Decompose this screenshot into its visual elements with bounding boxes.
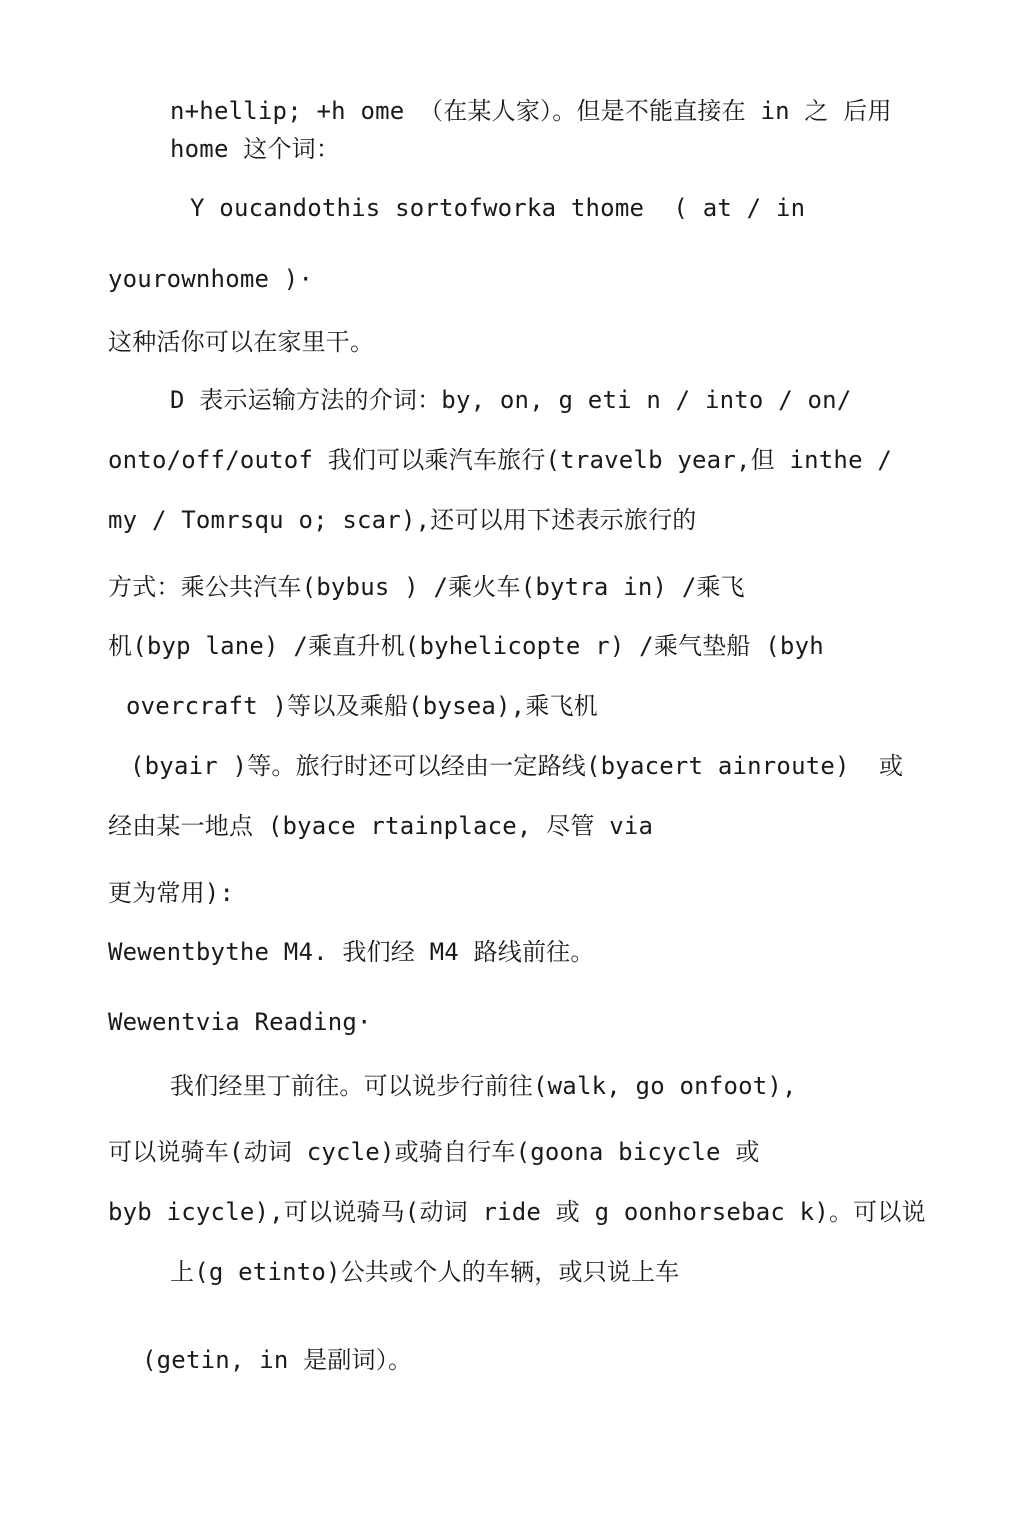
text-line-18: 可以说骑车(动词 cycle)或骑自行车(goona bicycle 或 <box>108 1138 760 1166</box>
text-line-7: onto/off/outof 我们可以乘汽车旅行(travelb year,但 inthe / <box>108 446 893 474</box>
text-line-21: (getin, in 是副词）。 <box>142 1346 413 1374</box>
text-line-2: home 这个词： <box>170 135 341 163</box>
text-line-17: 我们经里丁前往。可以说步行前往(walk, go onfoot), <box>170 1072 797 1100</box>
text-line-10: 机(byp lane) /乘直升机(byhelicopte r) /乘气垫船 (byh <box>108 632 824 660</box>
text-line-14: 更为常用): <box>108 879 235 907</box>
text-line-11: overcraft )等以及乘船(bysea),乘飞机 <box>126 692 598 720</box>
text-line-4: yourownhome )· <box>108 265 314 293</box>
text-line-6: D 表示运输方法的介词：by, on, g eti n / into / on/ <box>170 386 852 414</box>
text-line-3: Y oucandothis sortofworka thome ( at / in <box>190 194 806 222</box>
text-line-9: 方式：乘公共汽车(bybus ) /乘火车(bytra in) /乘飞 <box>108 573 745 601</box>
text-line-12: (byair )等。旅行时还可以经由一定路线(byacert ainroute) 或 <box>130 752 904 780</box>
text-line-16: Wewentvia Reading· <box>108 1008 372 1036</box>
text-line-5: 这种活你可以在家里干。 <box>108 328 375 356</box>
text-line-13: 经由某一地点 (byace rtainplace, 尽管 via <box>108 812 654 840</box>
text-line-19: byb icycle),可以说骑马(动词 ride 或 g oonhorsebac k)。可以说 <box>108 1198 926 1226</box>
text-line-8: my / Tomrsqu o; scar),还可以用下述表示旅行的 <box>108 506 697 534</box>
text-line-1: n+hellip; +h ome （在某人家）。但是不能直接在 in 之 后用 <box>170 97 892 125</box>
text-line-15: Wewentbythe M4. 我们经 M4 路线前往。 <box>108 938 595 966</box>
text-line-20: 上(g etinto)公共或个人的车辆，或只说上车 <box>170 1258 680 1286</box>
